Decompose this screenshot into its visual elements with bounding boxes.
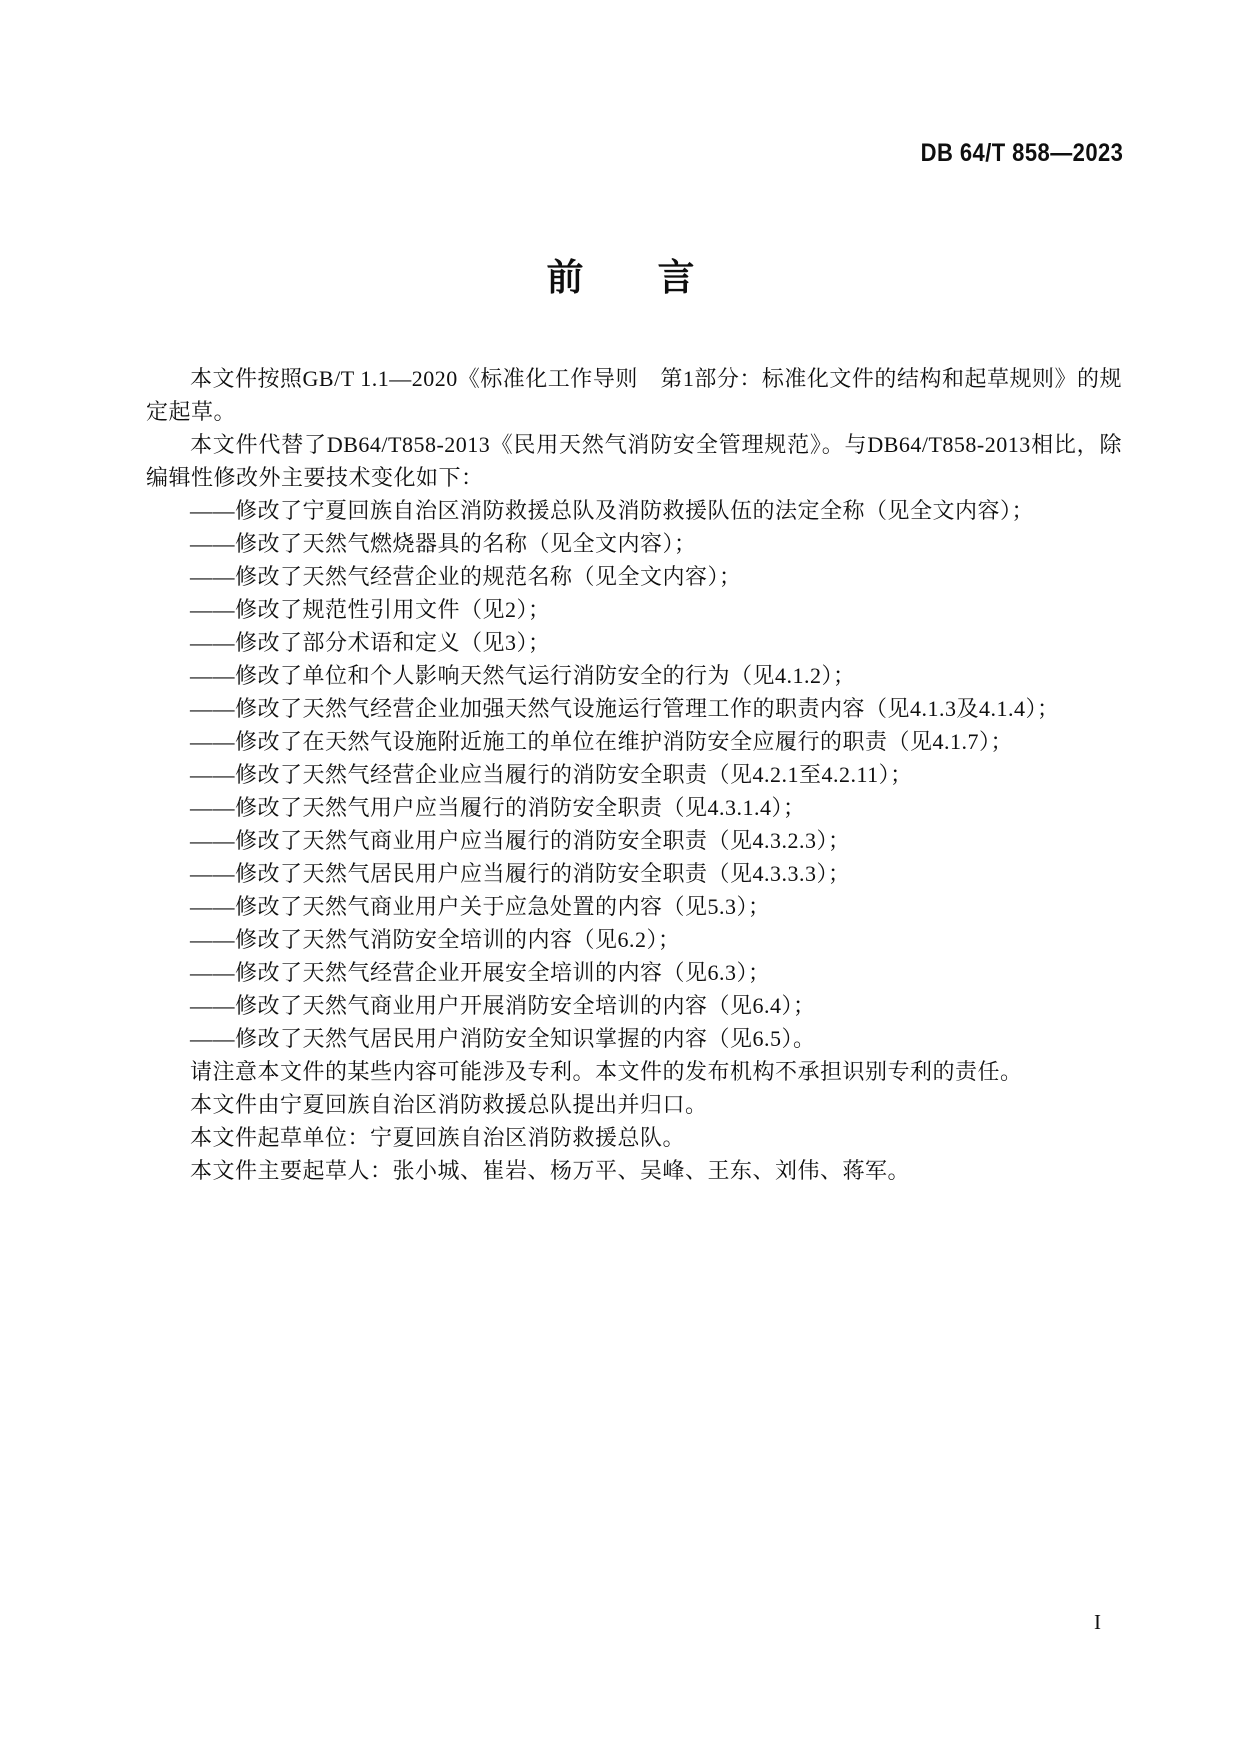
- change-list-item: ——修改了天然气居民用户应当履行的消防安全职责（见4.3.3.3）；: [190, 861, 851, 886]
- change-list-item: ——修改了天然气经营企业的规范名称（见全文内容）；: [190, 564, 742, 589]
- change-list-item: ——修改了天然气经营企业开展安全培训的内容（见6.3）；: [190, 960, 771, 985]
- page-number: I: [1094, 1610, 1101, 1634]
- change-list-item: ——修改了天然气消防安全培训的内容（见6.2）；: [190, 927, 681, 952]
- change-list-item: ——修改了规范性引用文件（见2）；: [190, 597, 551, 622]
- doc-code: DB 64/T 858—2023: [920, 139, 1123, 167]
- change-list-item: ——修改了天然气商业用户应当履行的消防安全职责（见4.3.2.3）；: [190, 828, 851, 853]
- change-list-item: ——修改了宁夏回族自治区消防救援总队及消防救援队伍的法定全称（见全文内容）；: [190, 498, 1035, 523]
- change-list-item: ——修改了天然气燃烧器具的名称（见全文内容）；: [190, 531, 697, 556]
- change-list-item: ——修改了天然气经营企业加强天然气设施运行管理工作的职责内容（见4.1.3及4.1.4）；: [190, 696, 1060, 721]
- change-list-item: ——修改了部分术语和定义（见3）；: [190, 630, 551, 655]
- foreword-paragraph: 本文件代替了DB64/T858-2013《民用天然气消防安全管理规范》。与DB64/T858-2013相比，除编辑性修改外主要技术变化如下：: [146, 432, 1122, 490]
- change-list-item: ——修改了在天然气设施附近施工的单位在维护消防安全应履行的职责（见4.1.7）；: [190, 729, 1014, 754]
- change-list-item: ——修改了天然气用户应当履行的消防安全职责（见4.3.1.4）；: [190, 795, 806, 820]
- foreword-paragraph: 本文件按照GB/T 1.1—2020《标准化工作导则 第1部分：标准化文件的结构和起草规则》的规定起草。: [146, 366, 1122, 424]
- change-list-item: ——修改了天然气商业用户开展消防安全培训的内容（见6.4）；: [190, 993, 816, 1018]
- foreword-paragraph: 本文件起草单位：宁夏回族自治区消防救援总队。: [190, 1125, 686, 1150]
- foreword-paragraph: 请注意本文件的某些内容可能涉及专利。本文件的发布机构不承担识别专利的责任。: [190, 1059, 1023, 1084]
- foreword-title: 前 言: [546, 257, 695, 298]
- foreword-body: [146, 362, 1122, 1187]
- change-list-item: ——修改了单位和个人影响天然气运行消防安全的行为（见4.1.2）；: [190, 663, 856, 688]
- foreword-paragraph: 本文件主要起草人：张小城、崔岩、杨万平、吴峰、王东、刘伟、蒋军。: [190, 1158, 911, 1183]
- foreword-paragraph: 本文件由宁夏回族自治区消防救援总队提出并归口。: [190, 1092, 708, 1117]
- change-list-item: ——修改了天然气居民用户消防安全知识掌握的内容（见6.5）。: [190, 1026, 816, 1051]
- change-list-item: ——修改了天然气商业用户关于应急处置的内容（见5.3）；: [190, 894, 771, 919]
- change-list-item: ——修改了天然气经营企业应当履行的消防安全职责（见4.2.1至4.2.11）；: [190, 762, 913, 787]
